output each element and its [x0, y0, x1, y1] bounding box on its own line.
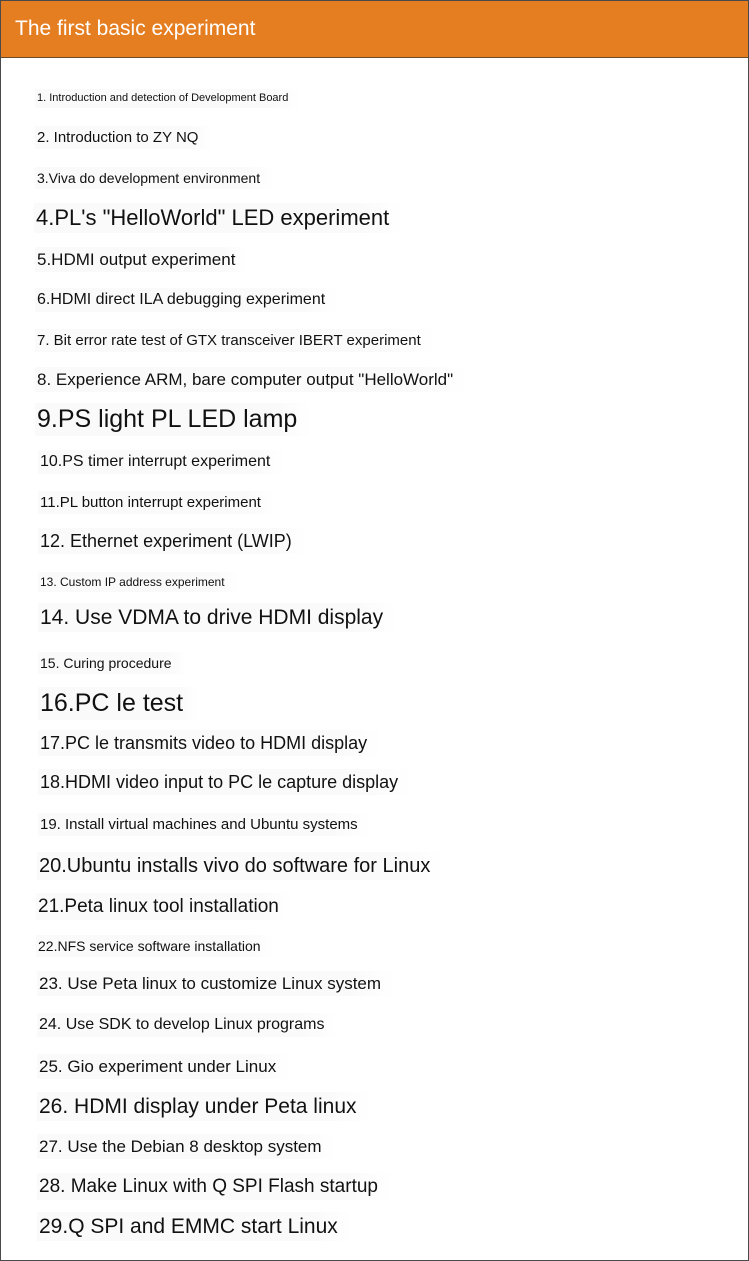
toc-item: 12. Ethernet experiment (LWIP)	[38, 528, 306, 554]
toc-item: 23. Use Peta linux to customize Linux system	[37, 971, 395, 996]
toc-item: 27. Use the Debian 8 desktop system	[37, 1134, 336, 1159]
toc-item: 8. Experience ARM, bare computer output "HelloWorld"	[35, 367, 467, 392]
toc-item: 24. Use SDK to develop Linux programs	[37, 1013, 338, 1037]
toc-item: 22.NFS service software installation	[36, 935, 275, 957]
toc-item: 15. Curing procedure	[38, 652, 186, 674]
toc-item: 17.PC le transmits video to HDMI display	[38, 730, 381, 756]
toc-item: 18.HDMI video input to PC le capture display	[38, 769, 412, 795]
toc-item: 14. Use VDMA to drive HDMI display	[38, 603, 397, 632]
toc-item: 3.Viva do development environment	[35, 167, 274, 189]
page-title: The first basic experiment	[15, 17, 256, 40]
toc-item: 4.PL's "HelloWorld" LED experiment	[34, 203, 403, 233]
toc-item: 10.PS timer interrupt experiment	[38, 450, 284, 474]
toc-item: 26. HDMI display under Peta linux	[37, 1092, 371, 1121]
toc-item: 21.Peta linux tool installation	[36, 893, 293, 920]
toc-item: 9.PS light PL LED lamp	[35, 403, 311, 436]
toc-item: 5.HDMI output experiment	[35, 247, 249, 272]
toc-item: 2. Introduction to ZY NQ	[35, 126, 212, 149]
toc-item: 20.Ubuntu installs vivo do software for Linux	[37, 852, 444, 880]
toc-item: 25. Gio experiment under Linux	[37, 1054, 290, 1079]
table-of-contents	[1, 1, 748, 1260]
toc-item: 13. Custom IP address experiment	[38, 572, 239, 592]
toc-item: 28. Make Linux with Q SPI Flash startup	[37, 1173, 392, 1200]
toc-item: 7. Bit error rate test of GTX transceiver IBERT experiment	[35, 329, 435, 352]
toc-item: 19. Install virtual machines and Ubuntu systems	[38, 813, 372, 836]
toc-item: 11.PL button interrupt experiment	[38, 491, 275, 514]
toc-item: 1. Introduction and detection of Development Board	[35, 89, 302, 108]
toc-item: 6.HDMI direct ILA debugging experiment	[35, 288, 339, 312]
toc-item: 16.PC le test	[38, 687, 197, 720]
toc-item: 29.Q SPI and EMMC start Linux	[37, 1212, 352, 1241]
